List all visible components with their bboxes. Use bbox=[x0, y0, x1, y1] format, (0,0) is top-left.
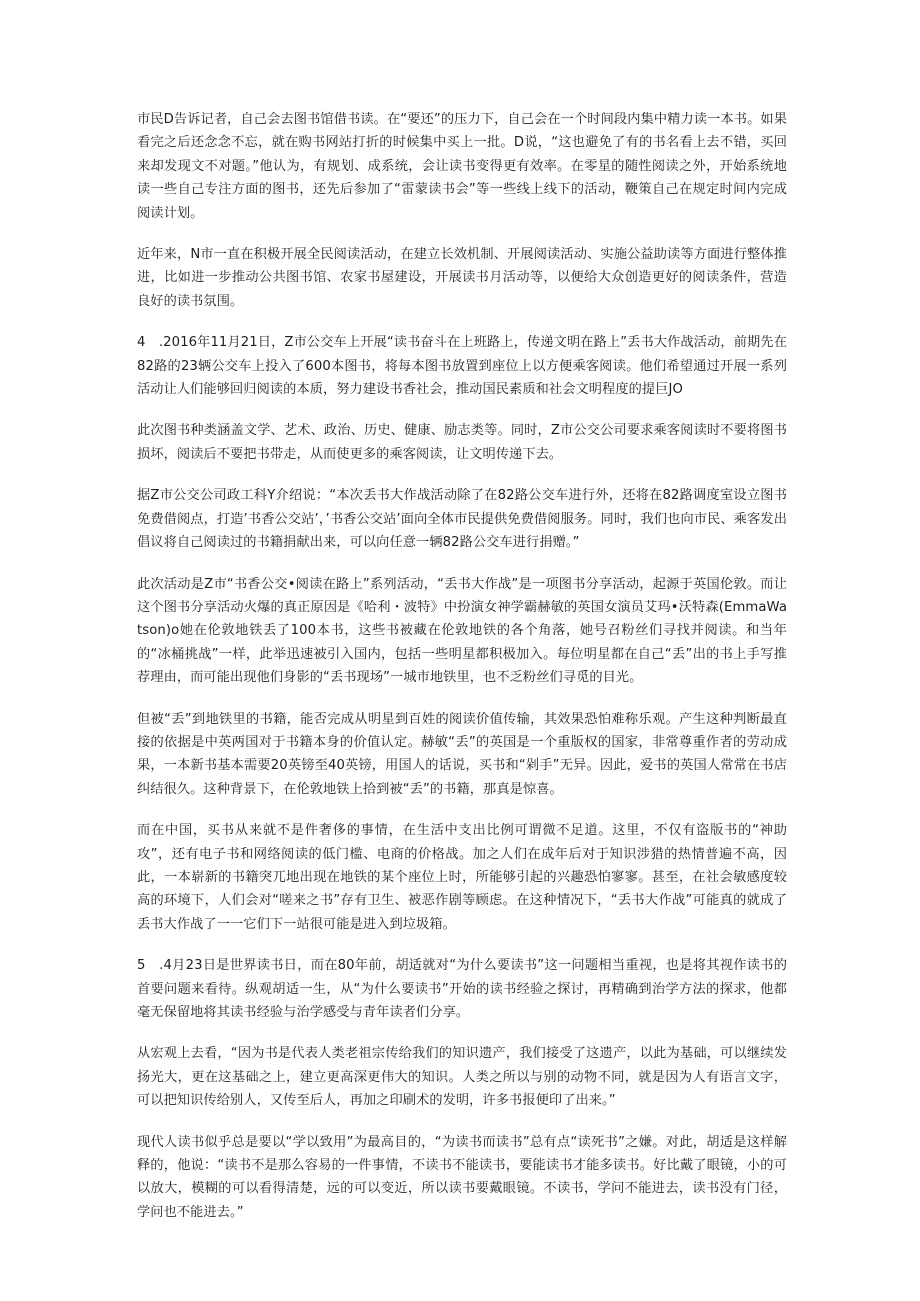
paragraph-city-reading-campaign: 近年来，N市一直在积极开展全民阅读活动，在建立长效机制、开展阅读活动、实施公益助读等方面进行整体推进，比如进一步推动公共图书馆、农家书屋建设，开展读书月活动等，以便给大众创造更好的阅读条件，营造良好的读书氛围。 bbox=[137, 247, 787, 309]
paragraph-library-reader: 市民D告诉记者，自己会去图书馆借书读。在“要还”的压力下，自己会在一个时间段内集中精力读一本书。如果看完之后还念念不忘，就在购书网站打折的时候集中买上一批。D说，“这也避免了有的书名看上去不错，买回来却发现文不对题。”他认为，有规划、成系统，会让读书变得更有效率。在零星的随性阅读之外，开始系统地读一些自己专注方面的图书，还先后参加了“雷蒙读书会”等一些线上线下的活动，鞭策自己在规定时间内完成阅读计划。 bbox=[137, 112, 787, 221]
paragraph-china-book-value: 而在中国，买书从来就不是件奢侈的事情，在生活中支出比例可谓微不足道。这里，不仅有盗版书的“神助攻”，还有电子书和网络阅读的低门槛、电商的价格战。加之人们在成年后对于知识涉猎的热情普遍不高，因此，一本崭新的书籍突兀地出现在地铁的某个座位上时，所能够引起的兴趣恐怕寥寥。甚至，在社会敏感度较高的环境下，人们会对“嗟来之书”存有卫生、被恶作剧等顾虑。在这种情况下，“丢书大作战”可能真的就成了丢书大作战了一一它们下一站很可能是进入到垃圾箱。 bbox=[137, 823, 787, 932]
paragraph-book-drop-origin: 此次活动是Z市“书香公交•阅读在路上”系列活动，“丢书大作战”是一项图书分享活动，起源于英国伦敦。而让这个图书分享活动火爆的真正原因是《哈利・波特》中扮演女神学霸赫敏的英国女演员艾玛•沃特森(EmmaWatson)o她在伦敦地铁丢了100本书，这些书被藏在伦敦地铁的各个角落，她号召粉丝们寻找并阅读。和当年的“冰桶挑战”一样，此举迅速被引入国内，包括一些明星都积极加入。每位明星都在自己“丢”出的书上手写推荐理由，而可能出现他们身影的“丢书现场”一城市地铁里，也不乏粉丝们寻觅的目光。 bbox=[137, 576, 787, 686]
paragraph-world-book-day: 5 .4月23日是世界读书日，而在80年前，胡适就对“为什么要读书”这一问题相当重视，也是将其视作读书的首要问题来看待。纵观胡适一生，从“为什么要读书”开始的读书经验之探讨，再精确到治学方法的探求，他都毫无保留地将其读书经验与治学感受与青年读者们分享。 bbox=[137, 958, 787, 1020]
paragraph-bus-book-drop: 4 .2016年11月21日，Z市公交车上开展“读书奋斗在上班路上，传递文明在路上”丢书大作战活动，前期先在82路的23辆公交车上投入了600本图书，将每本图书放置到座位上以方便乘客阅读。他们希望通过开展一系列活动让人们能够回归阅读的本质，努力建设书香社会，推动国民素质和社会文明程度的提巨JO bbox=[137, 335, 787, 398]
paragraph-official-quote: 据Z市公交公司政工科Y介绍说：“本次丢书大作战活动除了在82路公交车进行外，还将在82路调度室设立图书免费借阅点，打造’书香公交站’，’书香公交站’面向全体市民提供免费借阅服务。同时，我们也向市民、乘客发出倡议将自己阅读过的书籍捐献出来，可以向任意一辆82路公交车进行捐赠。” bbox=[137, 488, 787, 551]
paragraph-uk-book-value: 但被“丢”到地铁里的书籍，能否完成从明星到百姓的阅读价值传输，其效果恐怕难称乐观。产生这种判断最直接的依据是中英两国对于书籍本身的价值认定。赫敏“丢”的英国是一个重版权的国家，非常尊重作者的劳动成果，一本新书基本需要20英镑至40英镑，用国人的话说，买书和“剁手”无异。因此，爱书的英国人常常在书店纠结很久。这种背景下，在伦敦地铁上拾到被“丢”的书籍，那真是惊喜。 bbox=[137, 711, 787, 797]
paragraph-macro-view: 从宏观上去看，“因为书是代表人类老祖宗传给我们的知识遗产，我们接受了这遗产，以此为基础，可以继续发扬光大，更在这基础之上，建立更高深更伟大的知识。人类之所以与别的动物不同，就是因为人有语言文字，可以把知识传给别人，又传至后人，再加之印刷术的发明，许多书报便印了出来。” bbox=[137, 1046, 787, 1109]
paragraph-book-categories: 此次图书种类涵盖文学、艺术、政治、历史、健康、励志类等。同时，Z市公交公司要求乘客阅读时不要将图书损坏，阅读后不要把书带走，从而使更多的乘客阅读，让文明传递下去。 bbox=[137, 423, 787, 462]
paragraph-modern-reading: 现代人读书似乎总是要以“学以致用”为最高目的，“为读书而读书”总有点“读死书”之嫌。对此，胡适是这样解释的，他说：“读书不是那么容易的一件事情，不读书不能读书，要能读书才能多读书。好比戴了眼镜，小的可以放大，模糊的可以看得清楚，远的可以变近，所以读书要戴眼镜。不读书，学问不能进去，读书没有门径，学问也不能进去。” bbox=[137, 1134, 787, 1220]
document-body bbox=[137, 108, 787, 1242]
